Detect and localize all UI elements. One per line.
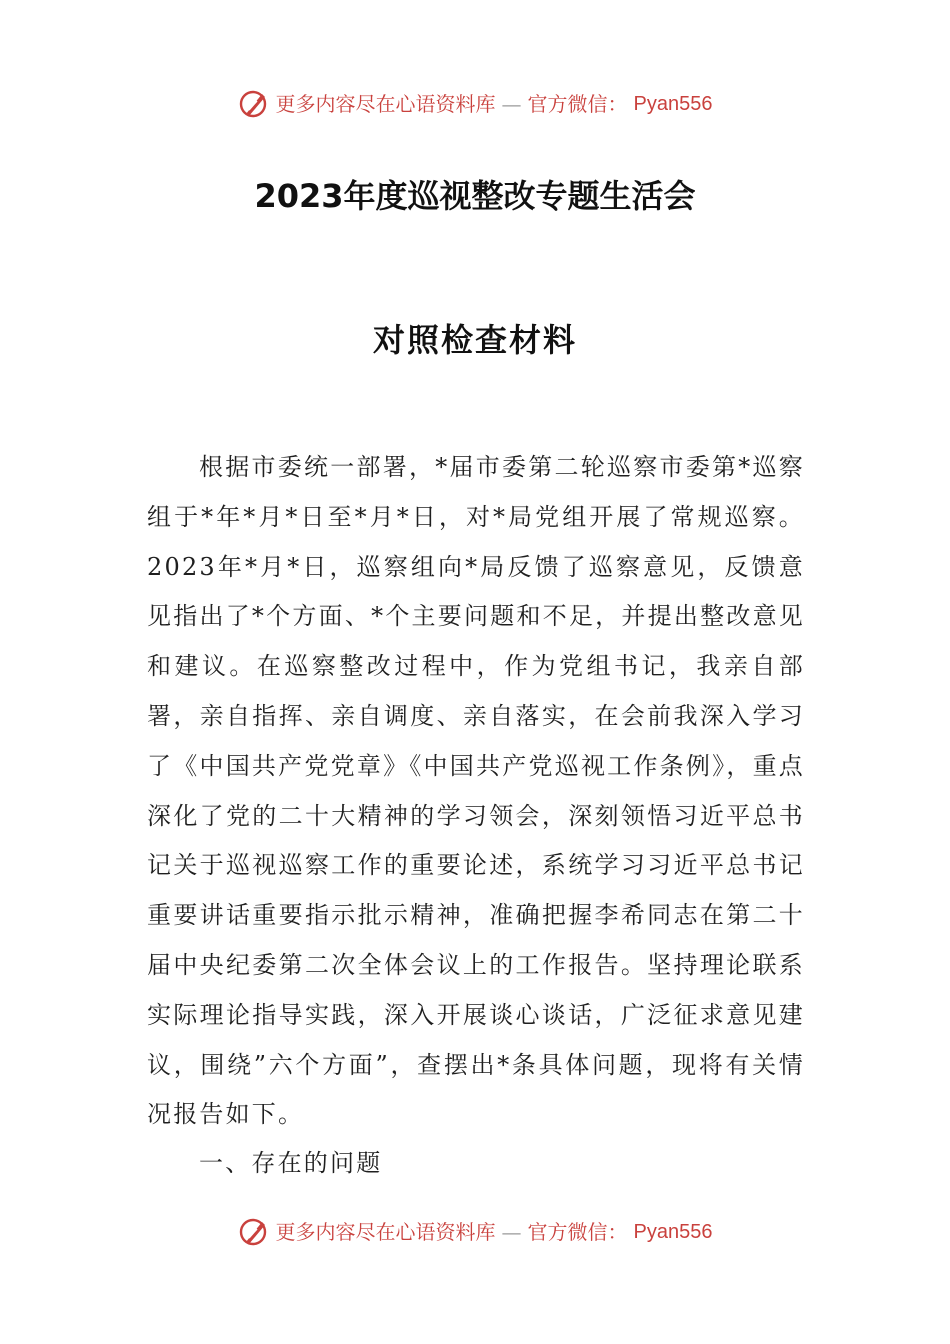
header-banner-text: 更多内容尽在心语资料库 [275,92,496,116]
body-paragraph: 根据市委统一部署，*届市委第二轮巡察市委第*巡察组于*年*月*日至*月*日，对*局党组开展了常规巡察。2023年*月*日，巡察组向*局反馈了巡察意见，反馈意见指出了*个方面、*个主要问题和不足，并提出整改意见和建议。在巡察整改过程中，作为党组书记，我亲自部署，亲自指挥、亲自调度、亲自落实，在会前我深入学习了《中国共产党党章》《中国共产党巡视工作条例》，重点深化了党的二十大精神的学习领会，深刻领悟习近平总书记关于巡视巡察工作的重要论述，系统学习习近平总书记重要讲话重要指示批示精神，准确把握李希同志在第二十届中央纪委第二次全体会议上的工作报告。坚持理论联系实际理论指导实践，深入开展谈心谈话，广泛征求意见建议，围绕”六个方面”，查摆出*条具体问题，现将有关情况报告如下。 [147,453,805,1129]
footer-banner [0,1216,950,1248]
document-title-line2: 对照检查材料 [372,321,577,359]
header-banner [0,88,950,120]
header-banner-wechat-label: 官方微信： [527,92,628,116]
document-body [147,443,805,1140]
footer-banner-separator: — [501,1220,522,1244]
footer-banner-wechat-id: Pyan556 [633,1221,713,1243]
section-heading: 一、存在的问题 [199,1149,383,1177]
footer-banner-text: 更多内容尽在心语资料库 [275,1220,496,1244]
header-banner-separator: — [501,92,522,116]
document-title-line1: 2023年度巡视整改专题生活会 [254,177,696,215]
header-banner-wechat-id: Pyan556 [633,93,713,115]
footer-banner-wechat-label: 官方微信： [527,1220,628,1244]
pen-circle-logo-icon [238,1216,270,1248]
pen-circle-logo-icon [238,88,270,120]
